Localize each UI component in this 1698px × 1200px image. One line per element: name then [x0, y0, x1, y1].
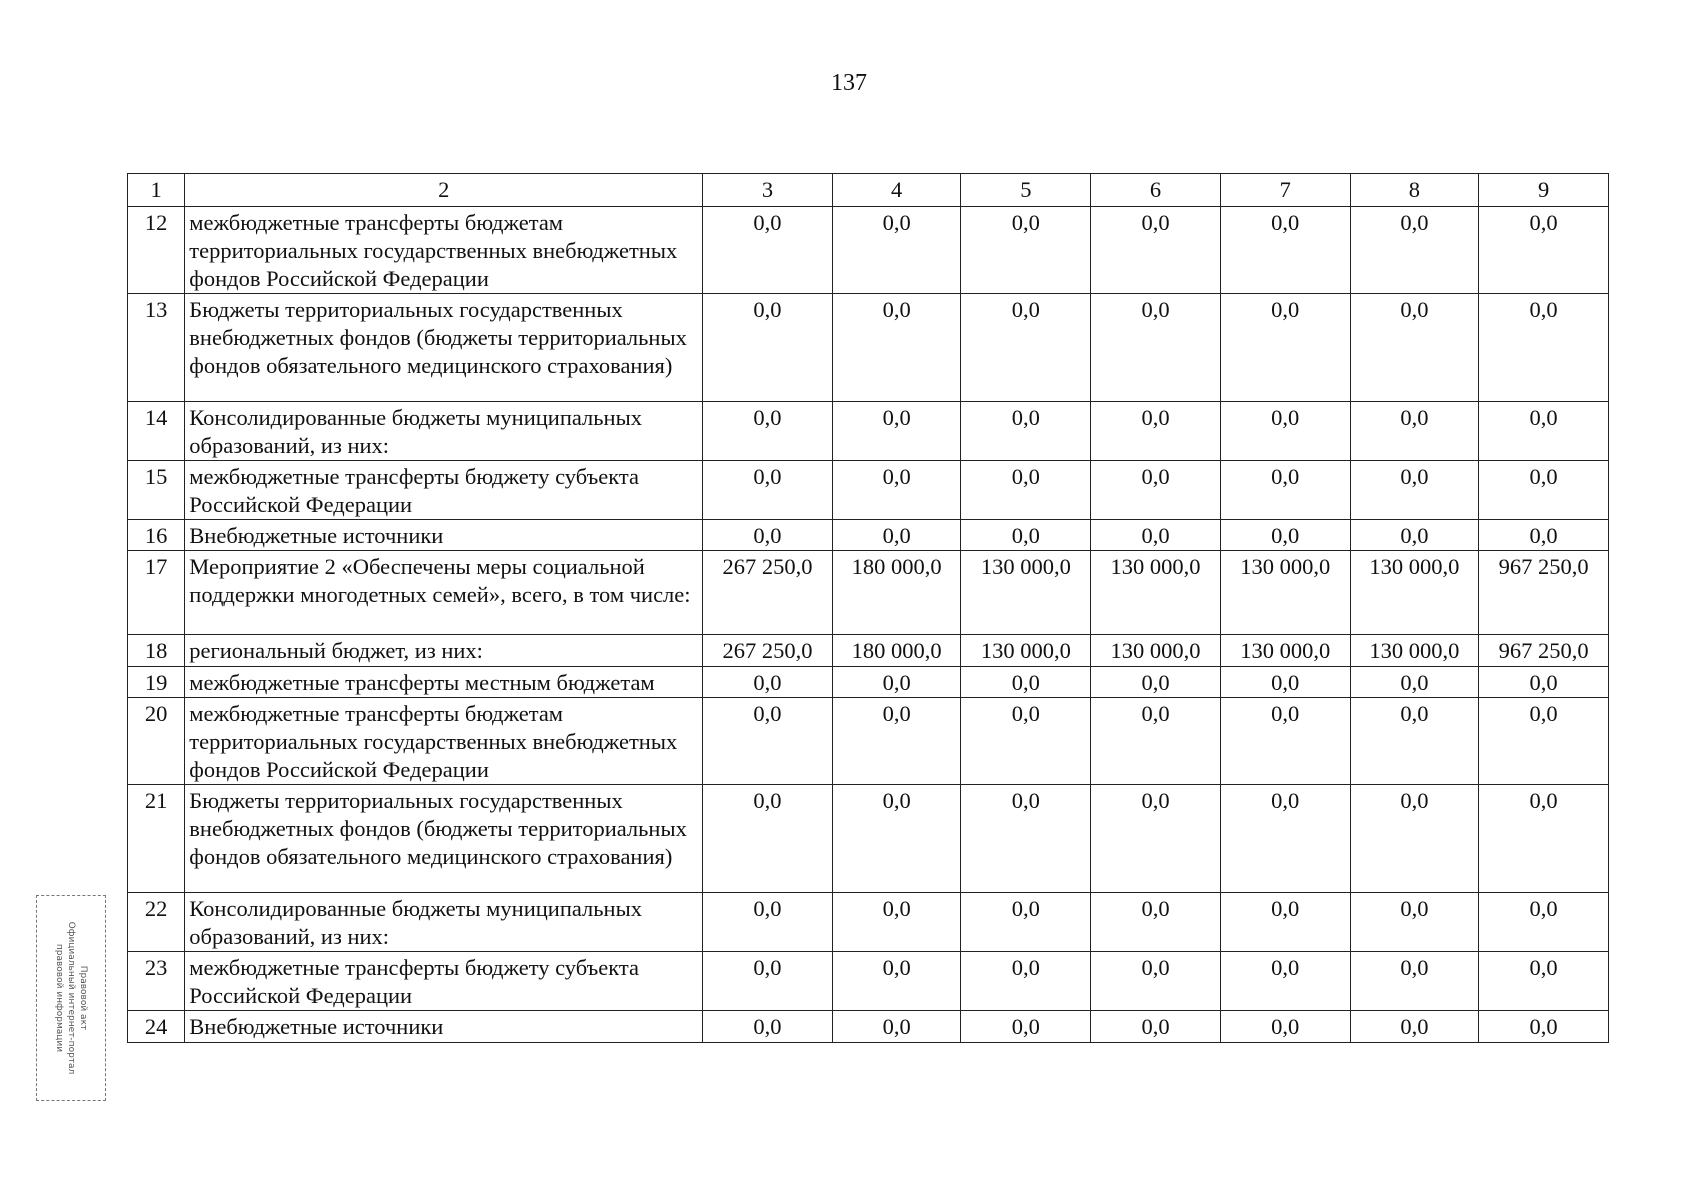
table-row — [128, 893, 1609, 952]
row-value: 0,0 — [961, 520, 1091, 551]
row-number: 19 — [128, 667, 185, 698]
row-label: Консолидированные бюджеты муниципальных образований, из них: — [185, 402, 703, 461]
table-row — [128, 294, 1609, 402]
row-value: 0,0 — [703, 294, 833, 402]
row-value: 0,0 — [832, 698, 961, 785]
column-header: 6 — [1091, 174, 1221, 207]
row-number: 14 — [128, 402, 185, 461]
row-value: 0,0 — [961, 1011, 1091, 1043]
row-number: 13 — [128, 294, 185, 402]
row-value: 0,0 — [1220, 294, 1350, 402]
row-value: 0,0 — [1091, 207, 1221, 294]
stamp-line: правовой информации — [54, 943, 64, 1053]
row-value: 0,0 — [1350, 402, 1479, 461]
column-header: 2 — [185, 174, 703, 207]
row-value: 0,0 — [832, 520, 961, 551]
row-value: 0,0 — [832, 952, 961, 1011]
row-value: 0,0 — [1091, 402, 1221, 461]
column-header: 4 — [832, 174, 961, 207]
row-value: 0,0 — [961, 698, 1091, 785]
row-value: 130 000,0 — [961, 635, 1091, 667]
row-number: 18 — [128, 635, 185, 667]
table-row — [128, 635, 1609, 667]
row-value: 0,0 — [1091, 952, 1221, 1011]
row-value: 0,0 — [1350, 294, 1479, 402]
row-value: 0,0 — [1479, 520, 1609, 551]
row-value: 0,0 — [832, 294, 961, 402]
row-value: 0,0 — [1350, 785, 1479, 893]
row-value: 0,0 — [1091, 294, 1221, 402]
row-value: 0,0 — [832, 461, 961, 520]
row-label: межбюджетные трансферты бюджетам территориальных государственных внебюджетных фондов Российской Федерации — [185, 698, 703, 785]
table-row — [128, 520, 1609, 551]
table-row — [128, 698, 1609, 785]
row-value: 0,0 — [703, 402, 833, 461]
row-value: 0,0 — [961, 667, 1091, 698]
row-label: Консолидированные бюджеты муниципальных образований, из них: — [185, 893, 703, 952]
row-value: 0,0 — [1350, 667, 1479, 698]
row-value: 0,0 — [961, 785, 1091, 893]
row-value: 0,0 — [1220, 461, 1350, 520]
table-row — [128, 461, 1609, 520]
row-value: 0,0 — [1479, 207, 1609, 294]
row-value: 0,0 — [961, 402, 1091, 461]
row-value: 0,0 — [961, 294, 1091, 402]
row-value: 0,0 — [1091, 785, 1221, 893]
row-value: 0,0 — [703, 1011, 833, 1043]
row-value: 0,0 — [1350, 952, 1479, 1011]
row-value: 0,0 — [1091, 893, 1221, 952]
row-value: 0,0 — [1479, 785, 1609, 893]
row-value: 0,0 — [1220, 698, 1350, 785]
row-value: 180 000,0 — [832, 635, 961, 667]
table-row — [128, 402, 1609, 461]
stamp-line: Правовой акт — [78, 965, 88, 1031]
row-value: 267 250,0 — [703, 551, 833, 635]
row-number: 20 — [128, 698, 185, 785]
row-value: 0,0 — [832, 785, 961, 893]
row-value: 0,0 — [832, 667, 961, 698]
row-value: 0,0 — [832, 207, 961, 294]
row-value: 0,0 — [1220, 402, 1350, 461]
row-value: 130 000,0 — [1350, 551, 1479, 635]
row-value: 0,0 — [1479, 294, 1609, 402]
row-value: 0,0 — [1350, 207, 1479, 294]
row-value: 0,0 — [703, 520, 833, 551]
row-value: 0,0 — [1350, 893, 1479, 952]
row-value: 0,0 — [1479, 1011, 1609, 1043]
row-value: 0,0 — [1220, 667, 1350, 698]
row-number: 15 — [128, 461, 185, 520]
column-header: 7 — [1220, 174, 1350, 207]
row-value: 0,0 — [1091, 520, 1221, 551]
row-number: 16 — [128, 520, 185, 551]
row-value: 0,0 — [1479, 461, 1609, 520]
row-value: 0,0 — [1091, 1011, 1221, 1043]
table-row — [128, 785, 1609, 893]
row-value: 0,0 — [832, 893, 961, 952]
row-value: 967 250,0 — [1479, 635, 1609, 667]
row-value: 0,0 — [1479, 952, 1609, 1011]
row-value: 0,0 — [1479, 698, 1609, 785]
row-label: Бюджеты территориальных государственных внебюджетных фондов (бюджеты территориальных фондов обязательного медицинского страхования) — [185, 785, 703, 893]
row-number: 22 — [128, 893, 185, 952]
row-value: 130 000,0 — [1350, 635, 1479, 667]
row-label: региональный бюджет, из них: — [185, 635, 703, 667]
row-number: 21 — [128, 785, 185, 893]
row-value: 0,0 — [1091, 698, 1221, 785]
row-label: межбюджетные трансферты бюджету субъекта Российской Федерации — [185, 461, 703, 520]
column-header: 9 — [1479, 174, 1609, 207]
budget-table — [127, 173, 1609, 1043]
row-value: 267 250,0 — [703, 635, 833, 667]
page-number: 137 — [831, 70, 867, 96]
row-value: 0,0 — [1220, 207, 1350, 294]
row-value: 0,0 — [1220, 785, 1350, 893]
row-value: 0,0 — [1220, 952, 1350, 1011]
row-value: 0,0 — [703, 667, 833, 698]
table-row — [128, 1011, 1609, 1043]
row-value: 0,0 — [703, 207, 833, 294]
row-label: межбюджетные трансферты бюджетам территориальных государственных внебюджетных фондов Российской Федерации — [185, 207, 703, 294]
archive-stamp — [36, 895, 106, 1101]
row-value: 130 000,0 — [1220, 551, 1350, 635]
row-value: 0,0 — [961, 461, 1091, 520]
row-value: 0,0 — [703, 461, 833, 520]
row-value: 0,0 — [1350, 520, 1479, 551]
row-value: 0,0 — [1350, 1011, 1479, 1043]
row-value: 0,0 — [1220, 893, 1350, 952]
row-label: межбюджетные трансферты местным бюджетам — [185, 667, 703, 698]
row-value: 0,0 — [1479, 402, 1609, 461]
row-value: 130 000,0 — [1220, 635, 1350, 667]
row-value: 0,0 — [1220, 520, 1350, 551]
row-value: 0,0 — [703, 785, 833, 893]
column-header: 1 — [128, 174, 185, 207]
row-label: Бюджеты территориальных государственных внебюджетных фондов (бюджеты территориальных фондов обязательного медицинского страхования) — [185, 294, 703, 402]
row-value: 0,0 — [832, 402, 961, 461]
row-value: 0,0 — [703, 893, 833, 952]
stamp-line: Официальный интернет-портал — [66, 921, 76, 1075]
row-value: 0,0 — [961, 893, 1091, 952]
header-row — [128, 174, 1609, 207]
row-value: 130 000,0 — [961, 551, 1091, 635]
row-label: Внебюджетные источники — [185, 520, 703, 551]
column-header: 5 — [961, 174, 1091, 207]
row-value: 0,0 — [1479, 893, 1609, 952]
row-number: 24 — [128, 1011, 185, 1043]
row-value: 967 250,0 — [1479, 551, 1609, 635]
row-value: 0,0 — [1091, 667, 1221, 698]
table-row — [128, 207, 1609, 294]
column-header: 3 — [703, 174, 833, 207]
table-row — [128, 667, 1609, 698]
row-value: 0,0 — [1091, 461, 1221, 520]
row-value: 130 000,0 — [1091, 635, 1221, 667]
row-value: 0,0 — [1220, 1011, 1350, 1043]
row-value: 0,0 — [703, 952, 833, 1011]
table-row — [128, 551, 1609, 635]
column-header: 8 — [1350, 174, 1479, 207]
row-number: 17 — [128, 551, 185, 635]
row-label: межбюджетные трансферты бюджету субъекта Российской Федерации — [185, 952, 703, 1011]
row-value: 0,0 — [832, 1011, 961, 1043]
row-value: 180 000,0 — [832, 551, 961, 635]
table-row — [128, 952, 1609, 1011]
row-value: 0,0 — [1350, 461, 1479, 520]
row-label: Мероприятие 2 «Обеспечены меры социальной поддержки многодетных семей», всего, в том числе: — [185, 551, 703, 635]
row-value: 0,0 — [961, 207, 1091, 294]
row-label: Внебюджетные источники — [185, 1011, 703, 1043]
row-value: 0,0 — [703, 698, 833, 785]
row-number: 23 — [128, 952, 185, 1011]
row-value: 130 000,0 — [1091, 551, 1221, 635]
row-value: 0,0 — [1350, 698, 1479, 785]
row-value: 0,0 — [1479, 667, 1609, 698]
row-number: 12 — [128, 207, 185, 294]
row-value: 0,0 — [961, 952, 1091, 1011]
